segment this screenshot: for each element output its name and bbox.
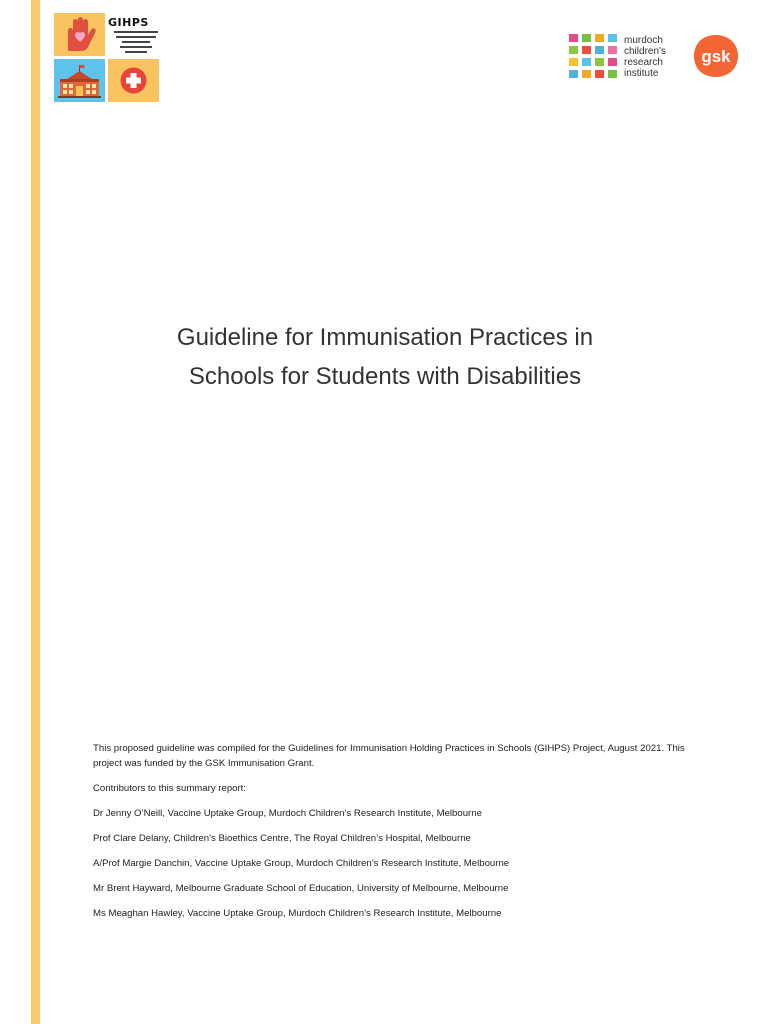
- page-accent-bar: [31, 0, 40, 1024]
- gihps-logo: [54, 13, 162, 103]
- title-line-1: Guideline for Immunisation Practices in: [176, 324, 594, 351]
- mcri-logo: [569, 34, 681, 80]
- gsk-logo-icon: [692, 33, 740, 79]
- mcri-line-1: murdoch: [624, 35, 663, 46]
- mcri-wordmark: [624, 35, 666, 79]
- document-body: [93, 741, 693, 921]
- contributor-item: A/Prof Margie Danchin, Vaccine Uptake Group, Murdoch Children’s Research Institute, Melbourne: [93, 858, 510, 869]
- contributor-item: Dr Jenny O’Neill, Vaccine Uptake Group, Murdoch Children’s Research Institute, Melbourne: [93, 808, 482, 819]
- contributor-item: Ms Meaghan Hawley, Vaccine Uptake Group, Murdoch Children’s Research Institute, Melbourne: [93, 908, 502, 919]
- school-tile: [54, 59, 105, 102]
- hand-heart-tile: [54, 13, 105, 56]
- gsk-lettering: gsk: [701, 47, 731, 66]
- gsk-logo: [692, 33, 740, 79]
- intro-paragraph: This proposed guideline was compiled for the Guidelines for Immunisation Holding Practices in Schools (GIHPS) Project, August 2021. This project was funded by the GSK Immunisation Grant.: [93, 743, 685, 769]
- contributors-heading: Contributors to this summary report:: [93, 783, 247, 794]
- contributor-item: Mr Brent Hayward, Melbourne Graduate School of Education, University of Melbourne, Melbourne: [93, 883, 509, 894]
- medical-tile: [108, 59, 159, 102]
- page-title: [0, 318, 770, 396]
- gihps-wordmark: GIHPS: [108, 16, 149, 29]
- title-line-2: Schools for Students with Disabilities: [188, 363, 582, 390]
- contributor-item: Prof Clare Delany, Children’s Bioethics Centre, The Royal Children’s Hospital, Melbourne: [93, 833, 471, 844]
- hand-heart-icon: [54, 13, 105, 56]
- medical-cross-icon: [108, 59, 159, 102]
- mcri-line-3: research: [624, 57, 663, 68]
- school-building-icon: [54, 59, 105, 102]
- mcri-line-2: children's: [624, 46, 666, 57]
- mcri-mark-icon: [569, 34, 617, 78]
- gihps-subtitle-lettering: [114, 31, 158, 56]
- mcri-line-4: institute: [624, 68, 659, 79]
